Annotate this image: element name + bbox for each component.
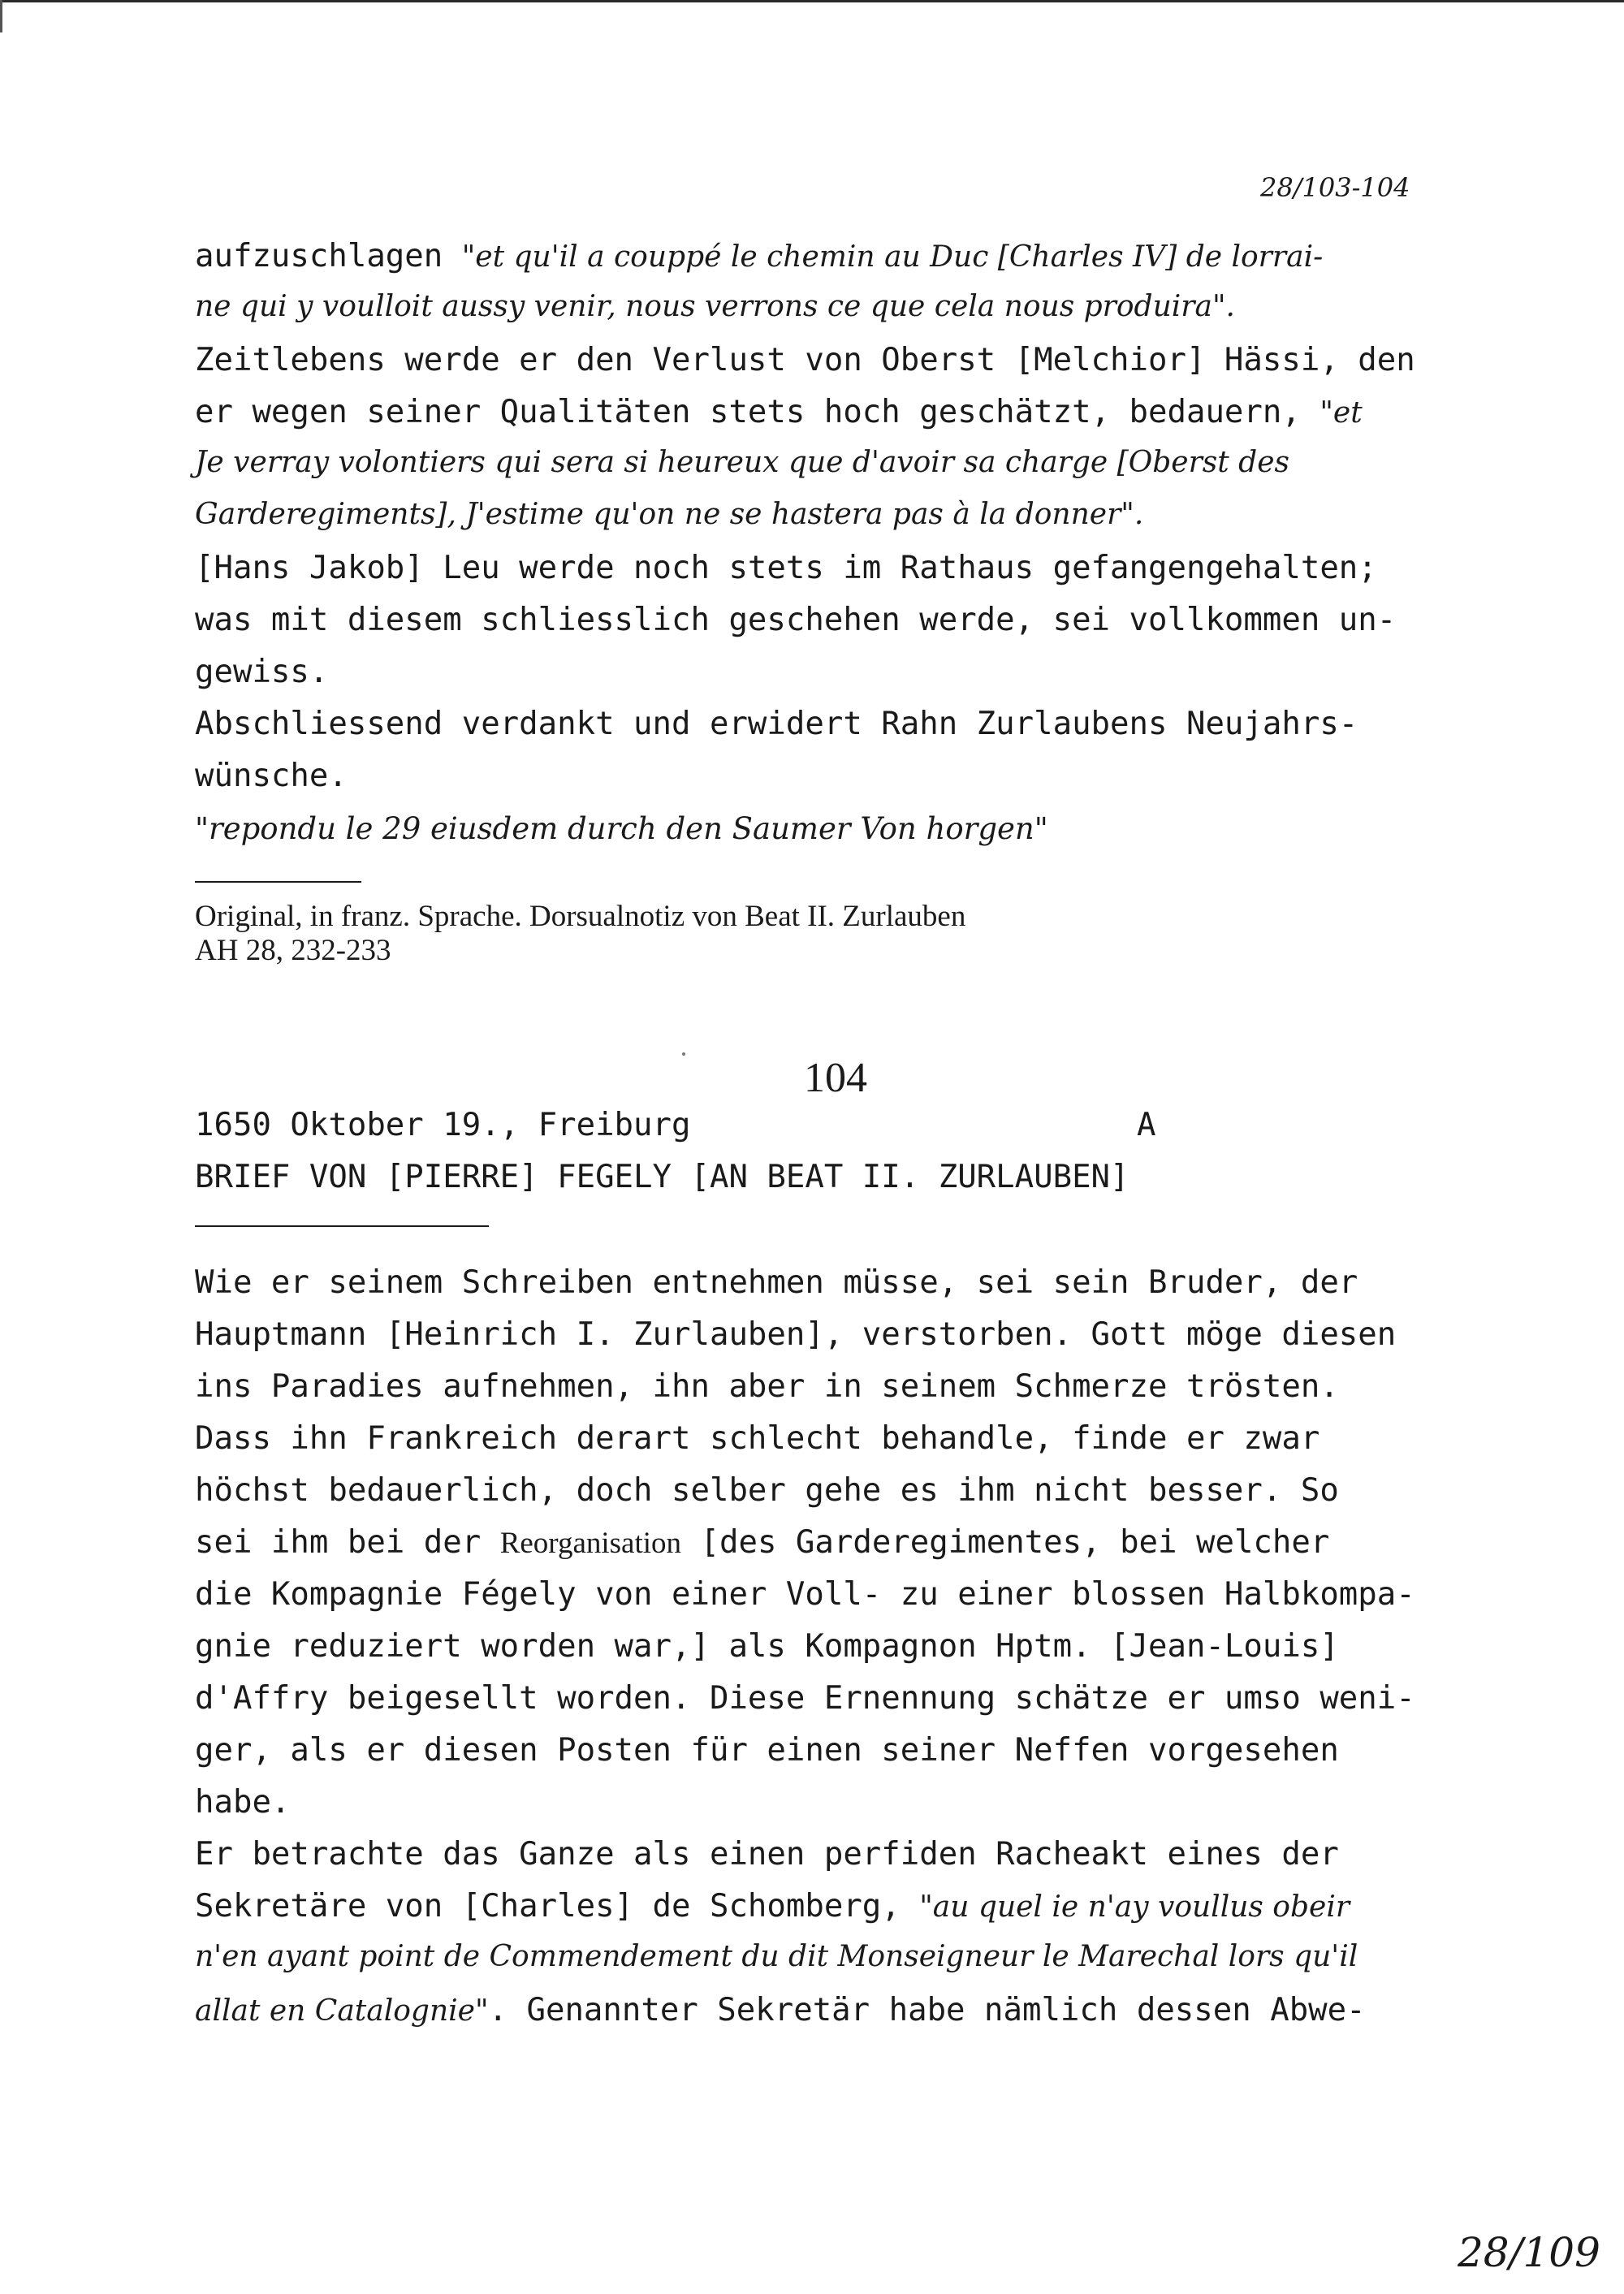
text-line: ger, als er diesen Posten für einen seiner Neffen vorgesehen: [195, 1732, 1339, 1769]
text-line: gewiss.: [195, 654, 329, 690]
text-fragment: aufzuschlagen: [195, 238, 462, 274]
text-line: ins Paradies aufnehmen, ihn aber in seinem Schmerze trösten.: [195, 1368, 1339, 1405]
text-fragment: [des Garderegimentes, bei welcher: [681, 1524, 1330, 1561]
source-line: AH 28, 232-233: [195, 934, 391, 967]
text-line: gnie reduziert worden war,] als Kompagnon Hptm. [Jean-Louis]: [195, 1628, 1339, 1665]
text-line: [Hans Jakob] Leu werde noch stets im Rathaus gefangengehalten;: [195, 550, 1377, 586]
text-line: wünsche.: [195, 758, 348, 794]
scan-speck: [682, 1052, 685, 1056]
text-line: habe.: [195, 1784, 291, 1821]
quote-fragment: "et: [1320, 396, 1363, 430]
text-line: Wie er seinem Schreiben entnehmen müsse, sei sein Bruder, der: [195, 1264, 1358, 1301]
text-line: Abschliessend verdankt und erwidert Rahn Zurlaubens Neujahrs-: [195, 706, 1358, 742]
text-line: Dass ihn Frankreich derart schlecht behandle, finde er zwar: [195, 1420, 1320, 1457]
handwritten-note: "repondu le 29 eiusdem durch den Saumer Von horgen": [195, 811, 1048, 846]
scan-left-edge: [0, 0, 2, 32]
text-line: d'Affry beigesellt worden. Diese Ernennung schätze er umso weni-: [195, 1680, 1415, 1717]
text-fragment: sei ihm bei der: [195, 1524, 500, 1561]
quote-fragment: "et qu'il a couppé le chemin au Duc [Charles IV] de lorrai-: [461, 240, 1324, 274]
document-number: 104: [804, 1055, 867, 1101]
quote-line: ne qui y voulloit aussy venir, nous verrons ce que cela nous produira".: [195, 290, 1235, 323]
source-divider: [195, 881, 361, 883]
text-line: Zeitlebens werde er den Verlust von Oberst [Melchior] Hässi, den: [195, 342, 1415, 378]
text-fragment: Sekretäre von [Charles] de Schomberg,: [195, 1888, 920, 1925]
text-line: [195, 396, 1363, 428]
quote-fragment: "au quel ie n'ay voullus obeir: [919, 1890, 1350, 1924]
text-line: Hauptmann [Heinrich I. Zurlauben], verstorben. Gott möge diesen: [195, 1316, 1397, 1353]
quote-fragment: allat en Catalognie": [195, 1994, 489, 2028]
quote-line: Je verray volontiers qui sera si heureux que d'avoir sa charge [Oberst des: [195, 446, 1289, 479]
text-fragment: er wegen seiner Qualitäten stets hoch geschätzt, bedauern,: [195, 394, 1320, 430]
archive-page-stamp: 28/109: [1458, 2229, 1600, 2276]
text-line: [195, 240, 1323, 272]
scan-top-edge: [0, 0, 1624, 2]
text-line: die Kompagnie Fégely von einer Voll- zu einer blossen Halbkompa-: [195, 1576, 1415, 1613]
text-line: [195, 1888, 1350, 1925]
text-fragment: Reorganisation: [499, 1527, 682, 1560]
source-line: Original, in franz. Sprache. Dorsualnotiz von Beat II. Zurlauben: [195, 900, 966, 933]
quote-line: Garderegiments], J'estime qu'on ne se hastera pas à la donner".: [195, 498, 1144, 531]
title-divider: [195, 1225, 489, 1227]
text-line: Er betrachte das Ganze als einen perfiden Racheakt eines der: [195, 1836, 1339, 1873]
page-reference: 28/103-104: [1260, 172, 1410, 203]
quote-line: n'en ayant point de Commendement du dit Monseigneur le Marechal lors qu'il: [195, 1940, 1358, 1973]
text-line: was mit diesem schliesslich geschehen werde, sei vollkommen un-: [195, 602, 1397, 638]
document-date-place: 1650 Oktober 19., Freiburg: [195, 1107, 691, 1143]
document-title: BRIEF VON [PIERRE] FEGELY [AN BEAT II. ZURLAUBEN]: [195, 1159, 1129, 1195]
document-type: A: [1137, 1107, 1156, 1143]
text-fragment: . Genannter Sekretär habe nämlich dessen Abwe-: [488, 1992, 1366, 2028]
text-line: [195, 1524, 1330, 1561]
text-line: [195, 1994, 1366, 2026]
text-line: höchst bedauerlich, doch selber gehe es ihm nicht besser. So: [195, 1472, 1339, 1509]
